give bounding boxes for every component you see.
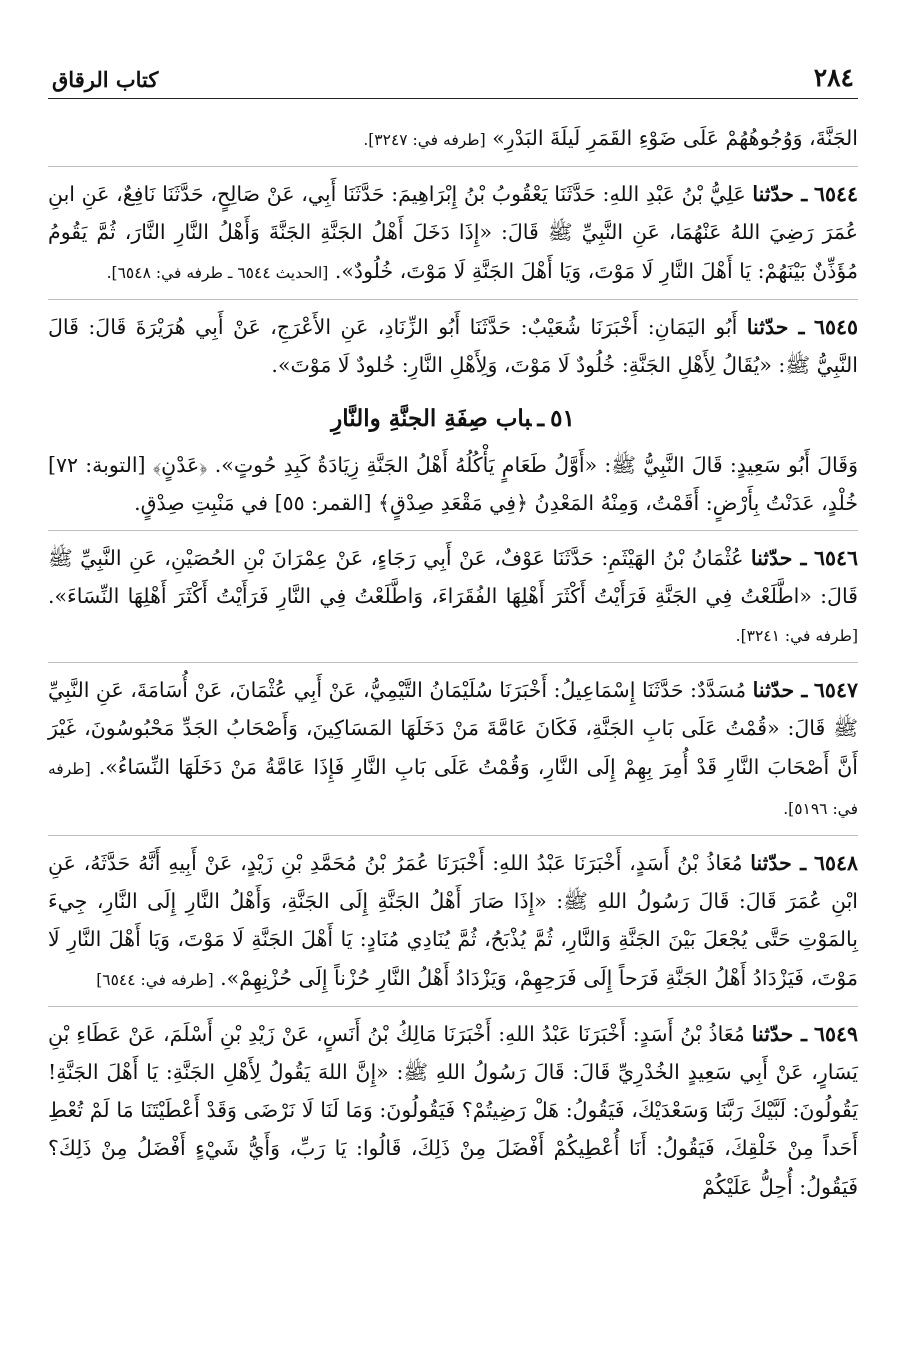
page-content (48, 119, 858, 1206)
page-number: ٢٨٤ (813, 63, 854, 92)
hadith-opening: ـ حدّثنا (752, 182, 808, 207)
paragraph-divider (48, 835, 858, 836)
hadith-text: مُعَاذُ بْنُ أَسَدٍ، أَخْبَرَنَا عَبْدُ اللهِ: أَخْبَرَنَا عُمَرُ بْنُ مُحَمَّدِ بْنِ زَيْدٍ، عَنْ أَبِيهِ أَنَّهُ حَدَّثَهُ، عَنِ ابْنِ عُمَرَ قَالَ: قَالَ رَسُولُ اللهِ ﷺ: «إِذَا صَارَ أَهْلُ الجَنَّةِ إِلَى الجَنَّةِ، وَأَهْلُ النَّارِ إِلَى النَّارِ، جِيءَ بِالمَوْتِ حَتَّى يُجْعَلَ بَيْنَ الجَنَّةِ وَالنَّارِ، ثُمَّ يُذْبَحُ، ثُمَّ يُنَادِي مُنَادٍ: يَا أَهْلَ الجَنَّةِ لَا مَوْتَ، وَيَا أَهْلَ النَّارِ لَا مَوْتَ، فَيَزْدَادُ أَهْلُ الجَنَّةِ فَرَحاً إِلَى فَرَحِهِمْ، وَيَزْدَادُ أَهْلُ النَّارِ حُزْناً إِلَى حُزْنِهِمْ». (48, 851, 858, 990)
hadith-text: أَبُو اليَمَانِ: أَخْبَرَنَا شُعَيْبٌ: حَدَّثَنَا أَبُو الزِّنَادِ، عَنِ الأَعْرَجِ، عَنْ أَبِي هُرَيْرَةَ قَالَ: قَالَ النَّبِيُّ ﷺ: «يُقَالُ لِأَهْلِ الجَنَّةِ: خُلُودٌ لَا مَوْتَ، وَلِأَهْلِ النَّارِ: خُلودٌ لَا مَوْتَ». (48, 314, 858, 378)
chapter-number: ٥١ (550, 405, 575, 433)
hadith-text: عُثْمَانُ بْنُ الهَيْثَمِ: حَدَّثَنَا عَوْفٌ، عَنْ أَبِي رَجَاءٍ، عَنْ عِمْرَانَ بْنِ الحُصَيْنِ، عَنِ النَّبِيِّ ﷺ قَالَ: «اطَّلَعْتُ فِي الجَنَّةِ فَرَأَيْتُ أَكْثَرَ أَهْلِهَا الفُقَرَاءَ، وَاطَّلَعْتُ فِي النَّارِ فَرَأَيْتُ أَكْثَرَ أَهْلِهَا النِّسَاءَ». (48, 545, 858, 608)
hadith-text: مُعَاذُ بْنُ أَسَدٍ: أَخْبَرَنَا عَبْدُ اللهِ: أَخْبَرَنَا مَالِكُ بْنُ أَنَسٍ، عَنْ زَيْدِ بْنِ أَسْلَمَ، عَنْ عَطَاءِ بْنِ يَسَارٍ، عَنْ أَبِي سَعِيدٍ الخُدْرِيِّ قَالَ: قَالَ رَسُولُ اللهِ ﷺ: «إِنَّ اللهَ يَقُولُ لِأَهْلِ الجَنَّةِ: يَا أَهْلَ الجَنَّةِ! يَقُولُونَ: لَبَّيْكَ رَبَّنَا وَسَعْدَيْكَ، فَيَقُولُ: هَلْ رَضِيتُمْ؟ فَيَقُولُونَ: وَمَا لَنَا لَا نَرْضَى وَقَدْ أَعْطَيْتَنَا مَا لَمْ تُعْطِ أَحَداً مِنْ خَلْقِكَ، فَيَقُولُ: أَنَا أُعْطِيكُمْ أَفْضَلَ مِنْ ذَلِكَ، قَالُوا: يَا رَبِّ، وَأَيُّ شَيْءٍ أَفْضَلُ مِنْ ذَلِكَ؟ فَيَقُولُ: أُحِلُّ عَلَيْكُمْ (48, 1021, 858, 1199)
cross-reference: [الحديث ٦٥٤٤ ـ طرفه في: ٦٥٤٨]. (106, 263, 329, 282)
hadith-opening: ـ حدّثنا (750, 851, 807, 876)
hadith-number: ٦٥٤٥ (813, 314, 858, 339)
hadith-opening: ـ حدّثنا (746, 314, 805, 339)
chapter-title: باب صِفَةِ الجنَّةِ والنَّارِ (331, 405, 532, 433)
hadith-text: عَلِيُّ بْنُ عَبْدِ اللهِ: حَدَّثَنَا يَعْقُوبُ بْنُ إِبْرَاهِيمَ: حَدَّثَنَا أَبِي، عَنْ صَالِحٍ، حَدَّثَنَا نَافِعٌ، عَنِ ابنِ عُمَرَ رَضِيَ اللهُ عَنْهُمَا، عَنِ النَّبِيِّ ﷺ قَالَ: «إِذَا دَخَلَ أَهْلُ الجَنَّةِ الجَنَّةَ وَأَهْلُ النَّارِ النَّارَ، ثُمَّ يَقُومُ مُؤَذِّنٌ بَيْنَهُمْ: يَا أَهْلَ النَّارِ لَا مَوْتَ، وَيَا أَهْلَ الجَنَّةِ لَا مَوْتَ، خُلُودٌ». (48, 182, 858, 283)
hadith-opening: ـ حدّثنا (752, 678, 808, 703)
hadith-number: ٦٥٤٦ (813, 545, 858, 570)
hadith-opening: ـ حدّثنا (750, 545, 807, 570)
hadith-6545 (48, 308, 858, 384)
chapter-heading (48, 402, 858, 436)
cross-reference: [طرفه في: ٥١٩٦]. (48, 759, 858, 818)
continuation-paragraph (48, 119, 858, 159)
hadith-6546 (48, 539, 858, 656)
hadith-number: ٦٥٤٩ (813, 1021, 858, 1046)
page-header (48, 54, 858, 99)
paragraph-divider (48, 166, 858, 167)
abu-said-paragraph (48, 446, 858, 522)
hadith-6548 (48, 844, 858, 999)
hadith-6549 (48, 1015, 858, 1206)
hadith-opening: ـ حدّثنا (751, 1021, 807, 1046)
paragraph-divider (48, 299, 858, 300)
hadith-6547 (48, 671, 858, 828)
cross-reference: [طرفه في: ٣٢٤١]. (735, 627, 858, 646)
paragraph-divider (48, 1006, 858, 1007)
chapter-separator: ـ (537, 405, 545, 433)
paragraph-divider (48, 662, 858, 663)
hadith-number: ٦٥٤٨ (813, 851, 858, 876)
cross-reference: [طرفه في: ٣٢٤٧]. (363, 131, 486, 149)
book-title: كتاب الرقاق (52, 67, 159, 92)
hadith-number: ٦٥٤٧ (813, 678, 858, 703)
hadith-text: مُسَدَّدٌ: حَدَّثَنَا إِسْمَاعِيلُ: أَخْبَرَنَا سُلَيْمَانُ التَّيْمِيُّ، عَنْ أَبِي عُثْمَانَ، عَنْ أُسَامَةَ، عَنِ النَّبِيِّ ﷺ قَالَ: «قُمْتُ عَلَى بَابِ الجَنَّةِ، فَكَانَ عَامَّةَ مَنْ دَخَلَهَا المَسَاكِينَ، وَأَصْحَابُ الجَدِّ مَحْبُوسُونَ، غَيْرَ أَنَّ أَصْحَابَ النَّارِ قَدْ أُمِرَ بِهِمْ إِلَى النَّارِ، وَقُمْتُ عَلَى بَابِ النَّارِ فَإِذَا عَامَّةُ مَنْ دَخَلَهَا النِّسَاءُ». (48, 678, 858, 779)
cross-reference: [طرفه في: ٦٥٤٤] (96, 970, 214, 989)
paragraph-text: وَقَالَ أَبُو سَعِيدٍ: قَالَ النَّبِيُّ ﷺ: «أَوَّلُ طَعَامٍ يَأْكُلُهُ أَهْلُ الجَنَّةِ زِيَادَةُ كَبِدِ حُوتٍ». ﴿عَدْنٍ﴾ [التوبة: ٧٢] خُلْدٍ، عَدَنْتُ بِأَرْضٍ: أَقَمْتُ، وَمِنْهُ المَعْدِنُ ﴿فِي مَقْعَدِ صِدْقٍ﴾ [القمر: ٥٥] في مَنْبِتِ صِدْقٍ. (48, 453, 858, 516)
paragraph-divider (48, 530, 858, 531)
hadith-6544 (48, 175, 858, 292)
paragraph-text: الجَنَّةَ، وَوُجُوهُهُمْ عَلَى ضَوْءِ القَمَرِ لَيلَةَ البَدْرِ» (492, 126, 858, 150)
hadith-number: ٦٥٤٤ (813, 182, 858, 207)
